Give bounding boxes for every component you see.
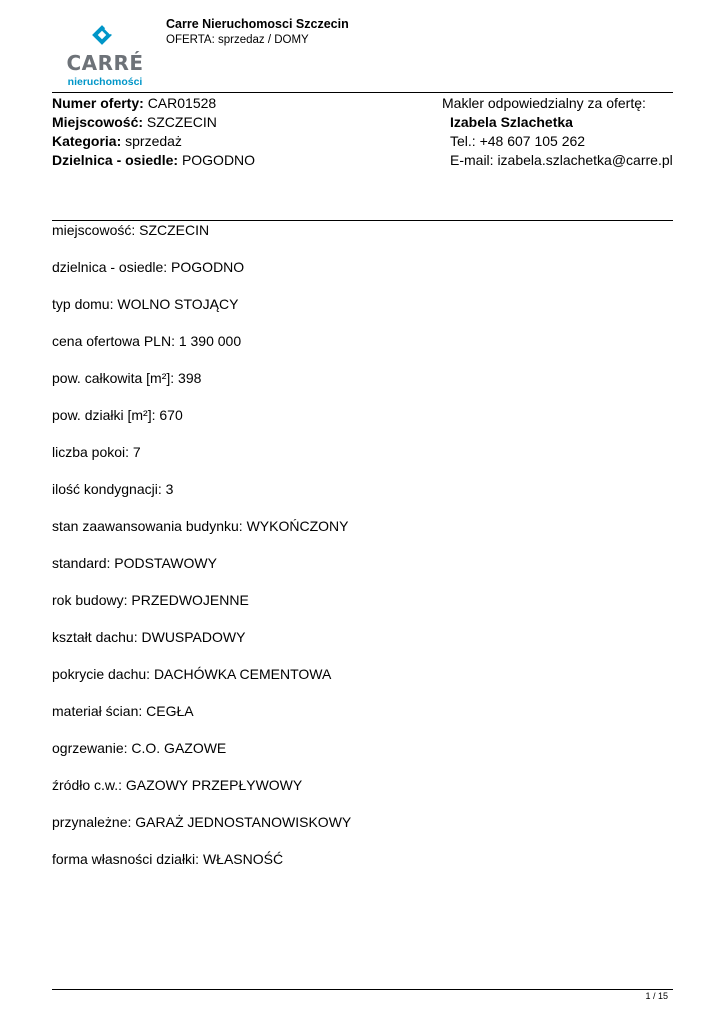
city-row [52,113,255,132]
property-list [52,220,351,886]
property-item: typ domu: WOLNO STOJĄCY [52,296,239,312]
header-subtitle: OFERTA: sprzedaz / DOMY [166,34,309,46]
district-row [52,151,255,170]
property-item: standard: PODSTAWOWY [52,555,217,571]
property-item: ogrzewanie: C.O. GAZOWE [52,740,227,756]
property-item: stan zaawansowania budynku: WYKOŃCZONY [52,518,349,534]
property-item: ilość kondygnacji: 3 [52,481,174,497]
agent-contact [442,94,673,170]
header-divider [52,92,673,93]
agent-phone: Tel.: +48 607 105 262 [450,133,586,149]
property-item: miejscowość: SZCZECIN [52,222,210,238]
category-label: Kategoria: [52,133,122,149]
header-title: Carre Nieruchomosci Szczecin [166,17,349,31]
property-item: pow. całkowita [m²]: 398 [52,370,202,386]
property-item: źródło c.w.: GAZOWY PRZEPŁYWOWY [52,777,303,793]
property-item: kształt dachu: DWUSPADOWY [52,629,246,645]
property-item: pokrycie dachu: DACHÓWKA CEMENTOWA [52,666,332,682]
agent-email: E-mail: izabela.szlachetka@carre.pl [450,152,673,168]
district-label: Dzielnica - osiedle: [52,152,179,168]
property-item: materiał ścian: CEGŁA [52,703,194,719]
property-item: forma własności działki: WŁASNOŚĆ [52,851,284,867]
city-label: Miejscowość: [52,114,144,130]
offer-summary [52,94,255,170]
page-number: 1 / 15 [645,991,668,1001]
property-item: przynależne: GARAŻ JEDNOSTANOWISKOWY [52,814,352,830]
logo-text: CARRÉ [66,51,144,75]
property-item: pow. działki [m²]: 670 [52,407,183,423]
agent-heading: Makler odpowiedzialny za ofertę: [442,95,646,111]
logo-subtext: nieruchomości [67,76,143,88]
district-value: POGODNO [181,152,256,168]
agent-name: Izabela Szlachetka [450,114,573,130]
property-item: cena ofertowa PLN: 1 390 000 [52,333,242,349]
footer-divider [52,989,673,990]
category-row [52,132,255,151]
offer-number-row [52,94,255,113]
offer-number-label: Numer oferty: [52,95,144,111]
city-value: SZCZECIN [146,114,217,130]
category-value: sprzedaż [125,133,182,149]
property-item: rok budowy: PRZEDWOJENNE [52,592,249,608]
property-item: dzielnica - osiedle: POGODNO [52,259,245,275]
company-logo [64,22,146,92]
property-item: liczba pokoi: 7 [52,444,141,460]
offer-number-value: CAR01528 [147,95,217,111]
